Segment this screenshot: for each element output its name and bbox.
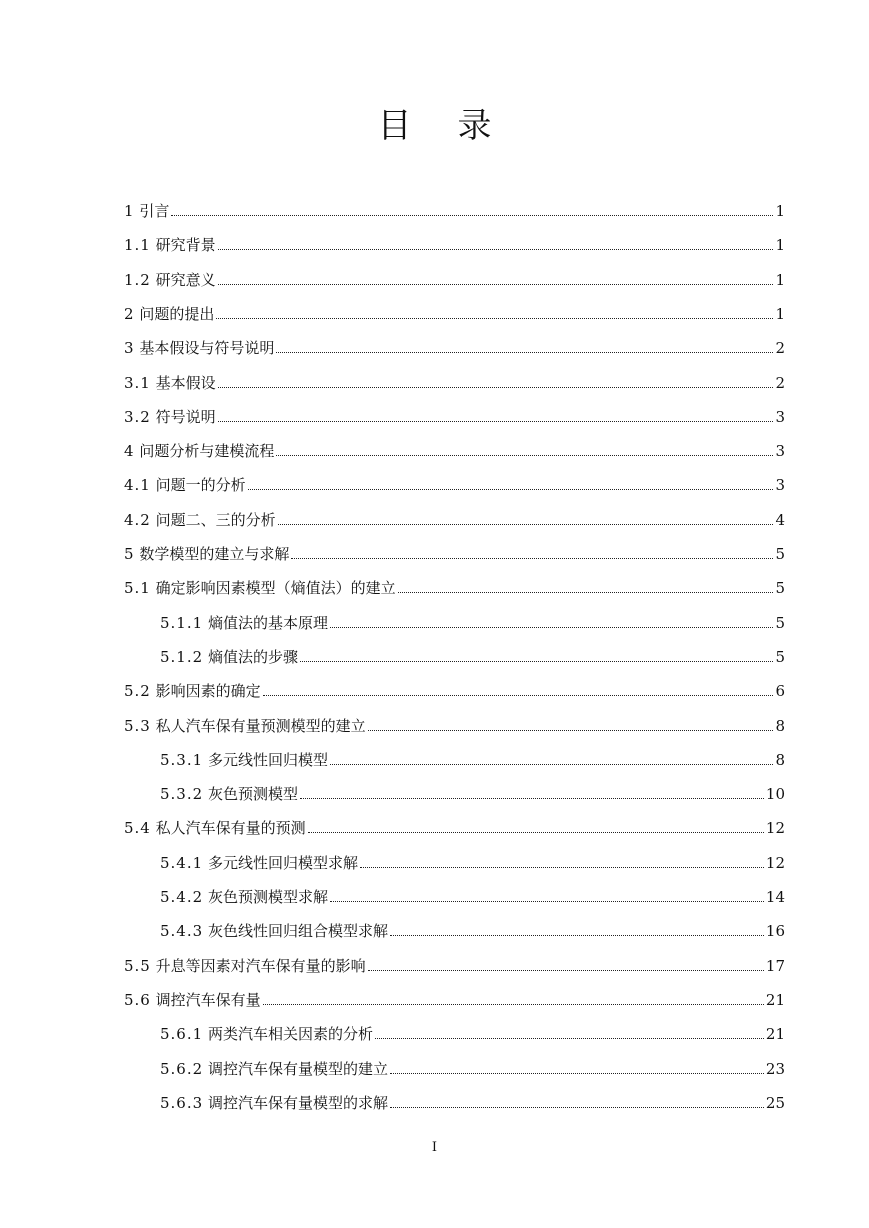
toc-leader-dots (375, 1037, 764, 1039)
toc-entry[interactable] (160, 883, 785, 907)
toc-entry-title: 问题一的分析 (155, 476, 246, 495)
toc-entry-label (124, 270, 216, 290)
toc-entry[interactable] (124, 471, 785, 495)
toc-entry-title: 灰色预测模型 (207, 785, 298, 804)
title-char-2: 录 (457, 106, 492, 146)
toc-entry-number: 1.1 (124, 236, 151, 255)
title-char-1: 目 (377, 106, 412, 146)
toc-entry-number: 5.4 (124, 819, 151, 838)
toc-leader-dots (216, 317, 773, 319)
toc-entry[interactable] (160, 746, 785, 770)
toc-entry-number: 5.6.1 (160, 1025, 204, 1044)
toc-entry-page: 17 (765, 956, 785, 975)
toc-entry-title: 问题的提出 (139, 304, 215, 323)
toc-leader-dots (218, 420, 774, 422)
toc-entry-label (160, 647, 298, 667)
toc-entry-label (124, 338, 274, 358)
toc-entry[interactable] (124, 506, 785, 530)
toc-entry[interactable] (160, 849, 785, 873)
toc-entry-title: 两类汽车相关因素的分析 (207, 1025, 373, 1044)
toc-entry-title: 灰色预测模型求解 (207, 888, 328, 906)
toc-entry-title: 私人汽车保有量预测模型的建立 (155, 716, 366, 735)
toc-entry-number: 5.3.2 (160, 785, 204, 804)
toc-entry-page: 8 (775, 750, 785, 769)
toc-entry[interactable] (124, 952, 785, 976)
toc-entry-number: 4 (124, 442, 135, 461)
page-title (0, 104, 869, 148)
toc-entry-title: 符号说明 (155, 407, 216, 426)
toc-entry-number: 5 (124, 545, 135, 563)
toc-entry-title: 调控汽车保有量模型的建立 (207, 1059, 388, 1078)
toc-entry-number: 5.5 (124, 956, 151, 975)
toc-entry-label (124, 304, 214, 324)
toc-entry-title: 私人汽车保有量的预测 (155, 819, 306, 838)
toc-entry-title: 升息等因素对汽车保有量的影响 (155, 956, 366, 975)
toc-entry[interactable] (160, 609, 785, 633)
toc-leader-dots (390, 1072, 764, 1074)
toc-leader-dots (263, 694, 774, 696)
toc-entry-page: 23 (765, 1059, 785, 1078)
toc-leader-dots (300, 797, 764, 799)
toc-entry-page: 5 (775, 613, 785, 632)
page-number-footer: I (431, 1140, 438, 1155)
toc-entry-page: 5 (775, 579, 785, 598)
toc-entry[interactable] (124, 986, 785, 1010)
toc-leader-dots (360, 866, 764, 868)
toc-entry-page: 12 (765, 819, 785, 838)
toc-entry-page: 10 (765, 785, 785, 804)
toc-entry-title: 灰色线性回归组合模型求解 (207, 922, 388, 941)
toc-leader-dots (390, 1106, 764, 1108)
toc-entry-number: 5.4.1 (160, 853, 204, 872)
toc-entry[interactable] (124, 712, 785, 736)
toc-entry-page: 1 (775, 304, 785, 323)
toc-entry-number: 3.2 (124, 407, 151, 426)
toc-entry-page: 6 (775, 682, 785, 701)
toc-entry-page: 25 (765, 1093, 785, 1112)
toc-entry-label (160, 1093, 388, 1113)
toc-leader-dots (263, 1003, 764, 1005)
toc-leader-dots (308, 831, 764, 833)
toc-entry-page: 8 (775, 716, 785, 735)
toc-entry[interactable] (124, 574, 785, 598)
toc-entry[interactable] (124, 437, 785, 461)
toc-entry-page: 12 (765, 853, 785, 872)
toc-entry-label (124, 818, 306, 838)
toc-entry[interactable] (160, 1055, 785, 1079)
toc-entry[interactable] (160, 643, 785, 667)
toc-entry[interactable] (124, 403, 785, 427)
toc-entry-number: 5.6.2 (160, 1059, 204, 1078)
toc-entry-page: 4 (775, 510, 785, 529)
toc-entry-title: 熵值法的步骤 (207, 647, 298, 666)
toc-entry-title: 研究背景 (155, 236, 216, 255)
toc-leader-dots (368, 729, 774, 731)
toc-entry[interactable] (124, 300, 785, 324)
toc-entry-number: 5.2 (124, 682, 151, 701)
toc-entry-label (124, 716, 366, 736)
toc-entry-number: 5.1.2 (160, 647, 204, 666)
toc-entry-label (124, 990, 261, 1010)
toc-entry-number: 5.6 (124, 990, 151, 1009)
toc-leader-dots (248, 488, 774, 490)
toc-entry-number: 1.2 (124, 270, 151, 289)
toc-entry-label (124, 510, 276, 530)
toc-entry-label (160, 1024, 373, 1044)
toc-entry-title: 引言 (139, 202, 170, 220)
toc-leader-dots (276, 351, 773, 353)
toc-leader-dots (218, 386, 774, 388)
toc-entry-number: 3 (124, 339, 135, 358)
toc-entry[interactable] (124, 231, 785, 255)
toc-leader-dots (368, 969, 764, 971)
toc-entry-title: 数学模型的建立与求解 (139, 545, 290, 563)
toc-entry-label (160, 921, 388, 941)
toc-entry-label (124, 681, 261, 701)
toc-leader-dots (218, 283, 774, 285)
toc-entry-label (124, 407, 216, 427)
toc-entry-number: 2 (124, 304, 135, 323)
toc-leader-dots (390, 934, 764, 936)
toc-entry[interactable] (124, 266, 785, 290)
toc-entry-title: 影响因素的确定 (155, 682, 261, 701)
toc-entry-number: 5.1 (124, 579, 151, 598)
toc-entry-label (124, 475, 246, 495)
toc-entry[interactable] (160, 1020, 785, 1044)
toc-entry[interactable] (124, 677, 785, 701)
toc-entry-page: 5 (775, 647, 785, 666)
toc-entry-label (124, 373, 216, 393)
toc-leader-dots (278, 523, 774, 525)
toc-entry-page: 2 (775, 339, 785, 358)
toc-entry-label (124, 201, 169, 221)
toc-entry-title: 多元线性回归模型 (207, 750, 328, 769)
toc-leader-dots (300, 660, 773, 662)
toc-entry[interactable] (124, 197, 785, 221)
toc-entry-number: 5.1.1 (160, 613, 204, 632)
toc-entry-page: 21 (765, 1025, 785, 1044)
toc-entry-page: 16 (765, 922, 785, 941)
toc-entry-number: 4.1 (124, 476, 151, 495)
toc-entry-number: 5.4.3 (160, 922, 204, 941)
toc-entry-label (160, 887, 328, 907)
toc-entry-title: 确定影响因素模型（熵值法）的建立 (155, 579, 396, 598)
toc-entry[interactable] (124, 814, 785, 838)
toc-entry-label (124, 441, 274, 461)
toc-entry-number: 1 (124, 202, 135, 220)
toc-entry-label (124, 956, 366, 976)
toc-entry-page: 3 (775, 407, 785, 426)
toc-entry[interactable] (124, 369, 785, 393)
toc-entry-title: 问题分析与建模流程 (139, 442, 275, 461)
toc-entry-title: 基本假设 (155, 373, 216, 392)
toc-entry-page: 5 (775, 545, 785, 563)
toc-entry-number: 5.3.1 (160, 750, 204, 769)
toc-entry-title: 多元线性回归模型求解 (207, 853, 358, 872)
toc-entry-label (124, 578, 396, 598)
toc-leader-dots (330, 626, 773, 628)
toc-entry-label (160, 784, 298, 804)
toc-entry-page: 3 (775, 476, 785, 495)
toc-entry-page: 1 (775, 270, 785, 289)
toc-entry[interactable] (160, 1089, 785, 1113)
toc-entry-number: 3.1 (124, 373, 151, 392)
toc-entry[interactable] (124, 540, 785, 564)
toc-entry-title: 熵值法的基本原理 (207, 613, 328, 632)
toc-entry-label (160, 613, 328, 633)
toc-leader-dots (218, 248, 774, 250)
toc-entry-number: 5.6.3 (160, 1093, 204, 1112)
toc-entry-page: 14 (765, 888, 785, 906)
toc-entry-label (124, 235, 216, 255)
toc-entry-title: 研究意义 (155, 270, 216, 289)
toc-entry-label (160, 1059, 388, 1079)
toc-leader-dots (330, 763, 773, 765)
toc-entry-number: 5.4.2 (160, 888, 204, 906)
toc-entry-title: 问题二、三的分析 (155, 510, 276, 529)
toc-leader-dots (330, 900, 764, 902)
toc-leader-dots (291, 557, 773, 559)
toc-entry[interactable] (160, 917, 785, 941)
toc-entry-label (160, 750, 328, 770)
toc-leader-dots (276, 454, 773, 456)
toc-entry-title: 调控汽车保有量 (155, 990, 261, 1009)
toc-entry-page: 1 (775, 236, 785, 255)
toc-entry[interactable] (160, 780, 785, 804)
toc-entry-page: 2 (775, 373, 785, 392)
toc-entry-label (124, 544, 289, 564)
toc-leader-dots (398, 591, 774, 593)
toc-entry-page: 21 (765, 990, 785, 1009)
toc-entry[interactable] (124, 334, 785, 358)
toc-entry-title: 调控汽车保有量模型的求解 (207, 1093, 388, 1112)
toc-entry-label (160, 853, 358, 873)
toc-entry-page: 1 (775, 202, 785, 220)
toc-entry-number: 5.3 (124, 716, 151, 735)
toc-entry-number: 4.2 (124, 510, 151, 529)
toc-entry-page: 3 (775, 442, 785, 461)
toc-entry-title: 基本假设与符号说明 (139, 339, 275, 358)
toc-leader-dots (171, 214, 773, 216)
